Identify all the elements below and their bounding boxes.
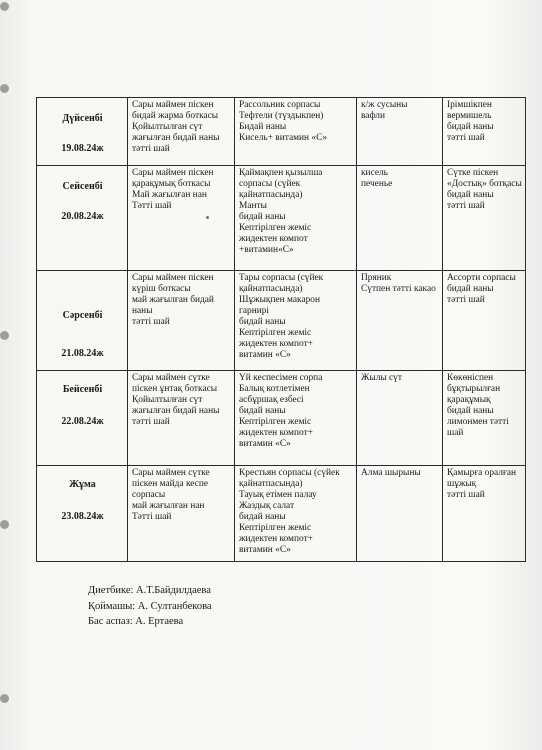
punch-hole: [0, 331, 9, 340]
table-row: [37, 98, 526, 166]
dinner-cell: Көкөніспен бұқтырылған қарақұмық бидай наны лимонмен тәтті шай: [443, 371, 526, 466]
storekeeper-line: Қоймашы: А. Султанбекова: [88, 600, 212, 612]
table-row: [37, 466, 526, 562]
dinner-cell: Сүтке піскен «Достық» ботқасы бидай наны тәтті шай: [443, 166, 526, 271]
punch-hole: [0, 2, 9, 11]
day-date: 22.08.24ж: [61, 416, 104, 427]
day-name: Жұма: [69, 479, 96, 490]
day-cell: [37, 371, 128, 466]
punch-hole: [0, 84, 9, 93]
lunch-cell: Қаймақпен қызылша сорпасы (сүйек қайнатпасында) Манты бидай наны Кептірілген жеміс жидектен компот +витамин«С»: [235, 166, 357, 271]
head-cook-line: Бас аспаз: А. Ертаева: [88, 616, 184, 627]
dietician-line: Диетбике: А.Т.Байдилдаева: [88, 585, 211, 596]
dinner-cell: Ассорти сорпасы бидай наны тәтті шай: [443, 271, 526, 371]
dinner-cell: Қамырға оралған шұжық тәтті шай: [443, 466, 526, 562]
day-cell: [37, 466, 128, 562]
snack-cell: Пряник Сүтпен тәтті какао: [357, 271, 443, 371]
day-date: 21.08.24ж: [61, 348, 104, 359]
snack-cell: кисель печенье: [357, 166, 443, 271]
day-date: 23.08.24ж: [61, 511, 104, 522]
day-date: 19.08.24ж: [61, 143, 104, 154]
breakfast-cell: Сары маймен сүтке піскен майда кеспе сорпасы май жағылған нан Тәтті шай: [128, 466, 235, 562]
day-date: 20.08.24ж: [61, 211, 104, 222]
breakfast-cell: Сары маймен сүтке піскен ұнтақ боткасы Қойылтылған сүт жағылған бидай наны тәтті шай: [128, 371, 235, 466]
day-name: Бейсенбі: [62, 384, 103, 395]
dinner-cell: Ірімшікпен вермишель бидай наны тәтті шай: [443, 98, 526, 166]
snack-cell: к/ж сусыны вафли: [357, 98, 443, 166]
breakfast-cell: Сары маймен піскен қарақұмық боткасы Май жағылған нан Тәтті шай: [128, 166, 235, 271]
day-name: Сәрсенбі: [62, 310, 103, 321]
menu-table: [36, 97, 526, 562]
table-row: [37, 166, 526, 271]
table-row: [37, 271, 526, 371]
lunch-cell: Үй кеспесімен сорпа Балық котлетімен асбұршақ езбесі бидай наны Кептірілген жеміс жидектен компот+ витамин «С»: [235, 371, 357, 466]
day-name: Дүйсенбі: [62, 113, 103, 124]
day-cell: [37, 98, 128, 166]
signatures-block: [88, 583, 212, 630]
punch-hole: [0, 520, 9, 529]
snack-cell: Алма шырыны: [357, 466, 443, 562]
table-row: [37, 371, 526, 466]
lunch-cell: Крестьян сорпасы (сүйек қайнатпасында) Тауық етімен палау Жаздық салат бидай наны Кептірілген жеміс жидектен компот+ витамин «С»: [235, 466, 357, 562]
breakfast-cell: Сары маймен піскен күріш боткасы май жағылған бидай наны тәтті шай: [128, 271, 235, 371]
day-cell: [37, 166, 128, 271]
snack-cell: Жылы сүт: [357, 371, 443, 466]
lunch-cell: Тары сорпасы (сүйек қайнатпасында) Шұжықпен макарон гарнирі бидай наны Кептірілген жеміс жидектен компот+ витамин «С»: [235, 271, 357, 371]
punch-hole: [0, 694, 9, 703]
day-name: Сейсенбі: [62, 181, 103, 192]
day-cell: [37, 271, 128, 371]
breakfast-cell: Сары маймен піскен бидай жарма боткасы Қойылтылған сүт жағылған бидай наны тәтті шай: [128, 98, 235, 166]
lunch-cell: Рассольник сорпасы Тефтели (түздыкпен) Бидай наны Кисель+ витамин «С»: [235, 98, 357, 166]
